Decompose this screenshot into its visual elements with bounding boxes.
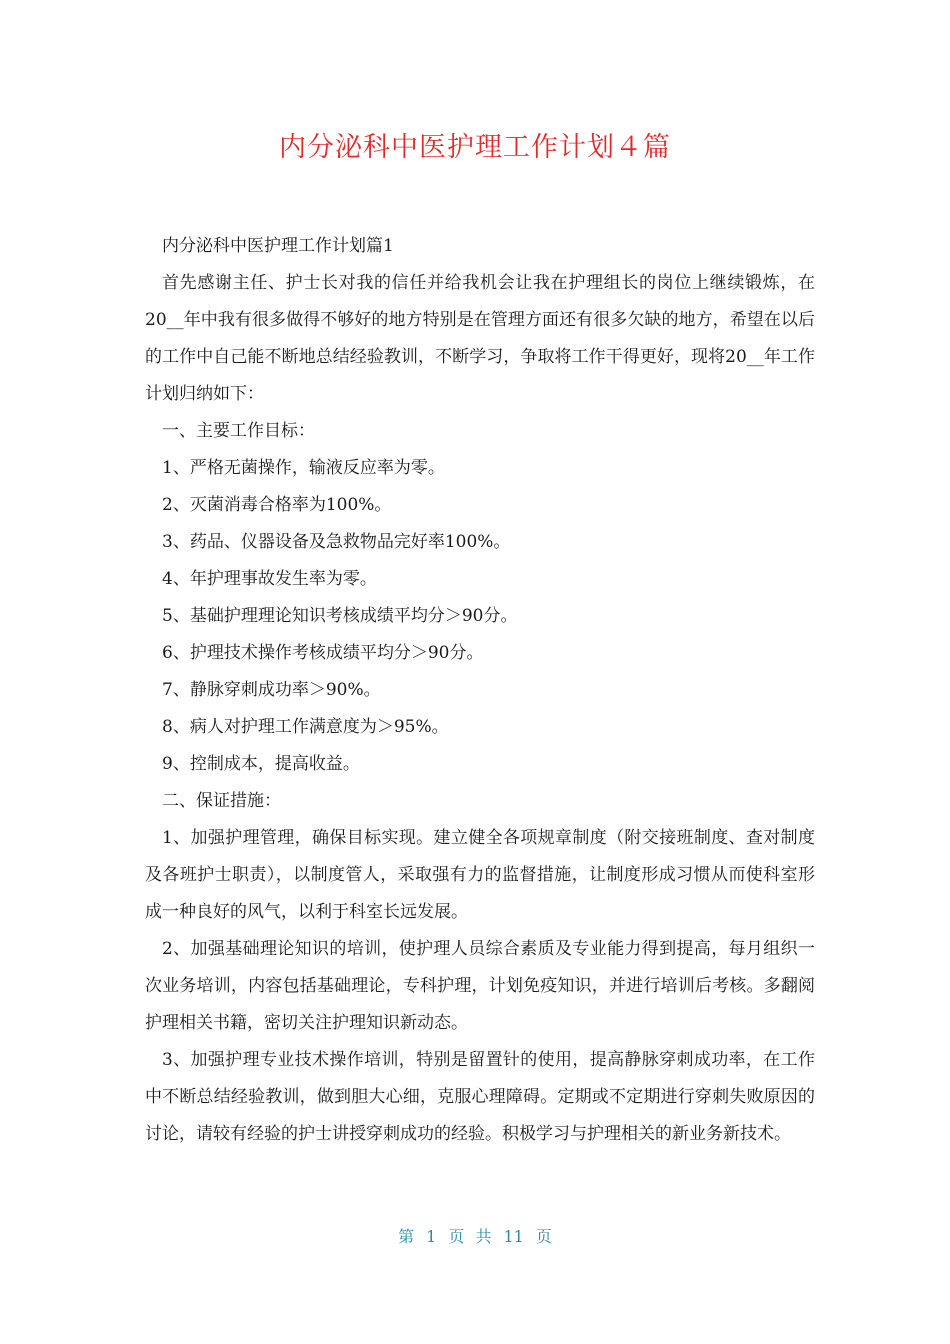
goals-heading: 一、主要工作目标： (162, 421, 315, 441)
goal-item: 5、基础护理理论知识考核成绩平均分＞90分。 (162, 606, 518, 626)
document-body (145, 228, 815, 1153)
goal-item: 9、控制成本，提高收益。 (162, 754, 360, 774)
measure-item: 2、加强基础理论知识的培训，使护理人员综合素质及专业能力得到提高，每月组织一次业务培训，内容包括基础理论，专科护理，计划免疫知识，并进行培训后考核。多翻阅护理相关书籍，密切关注护理知识新动态。 (145, 939, 815, 1033)
footer-total-pages: 11 (503, 1227, 524, 1246)
goal-item: 1、严格无菌操作，输液反应率为零。 (162, 458, 445, 478)
measure-item: 3、加强护理专业技术操作培训，特别是留置针的使用，提高静脉穿刺成功率，在工作中不断总结经验教训，做到胆大心细，克服心理障碍。定期或不定期进行穿刺失败原因的讨论，请较有经验的护士讲授穿刺成功的经验。积极学习与护理相关的新业务新技术。 (145, 1050, 815, 1144)
measures-heading: 二、保证措施： (162, 791, 281, 811)
footer-page-label: 第 (398, 1227, 415, 1246)
footer-end-label: 页 (535, 1227, 552, 1246)
goal-item: 2、灭菌消毒合格率为100%。 (162, 495, 392, 515)
goal-item: 7、静脉穿刺成功率＞90%。 (162, 680, 381, 700)
document-title: 内分泌科中医护理工作计划４篇 (279, 132, 671, 163)
footer-current-page: 1 (426, 1227, 437, 1246)
goal-item: 8、病人对护理工作满意度为＞95%。 (162, 717, 449, 737)
page-footer (0, 1225, 950, 1249)
goal-item: 3、药品、仪器设备及急救物品完好率100%。 (162, 532, 511, 552)
intro-paragraph: 首先感谢主任、护士长对我的信任并给我机会让我在护理组长的岗位上继续锻炼，在20__年中我有很多做得不够好的地方特别是在管理方面还有很多欠缺的地方，希望在以后的工作中自己能不断地总结经验教训，不断学习，争取将工作干得更好，现将20__年工作计划归纳如下： (145, 273, 815, 404)
goal-item: 6、护理技术操作考核成绩平均分＞90分。 (162, 643, 484, 663)
measure-item: 1、加强护理管理，确保目标实现。建立健全各项规章制度（附交接班制度、查对制度及各班护士职责），以制度管人，采取强有力的监督措施，让制度形成习惯从而使科室形成一种良好的风气，以利于科室长远发展。 (145, 828, 815, 922)
goal-item: 4、年护理事故发生率为零。 (162, 569, 377, 589)
footer-of-label: 页 共 (448, 1227, 492, 1246)
section-heading: 内分泌科中医护理工作计划篇1 (162, 236, 394, 256)
